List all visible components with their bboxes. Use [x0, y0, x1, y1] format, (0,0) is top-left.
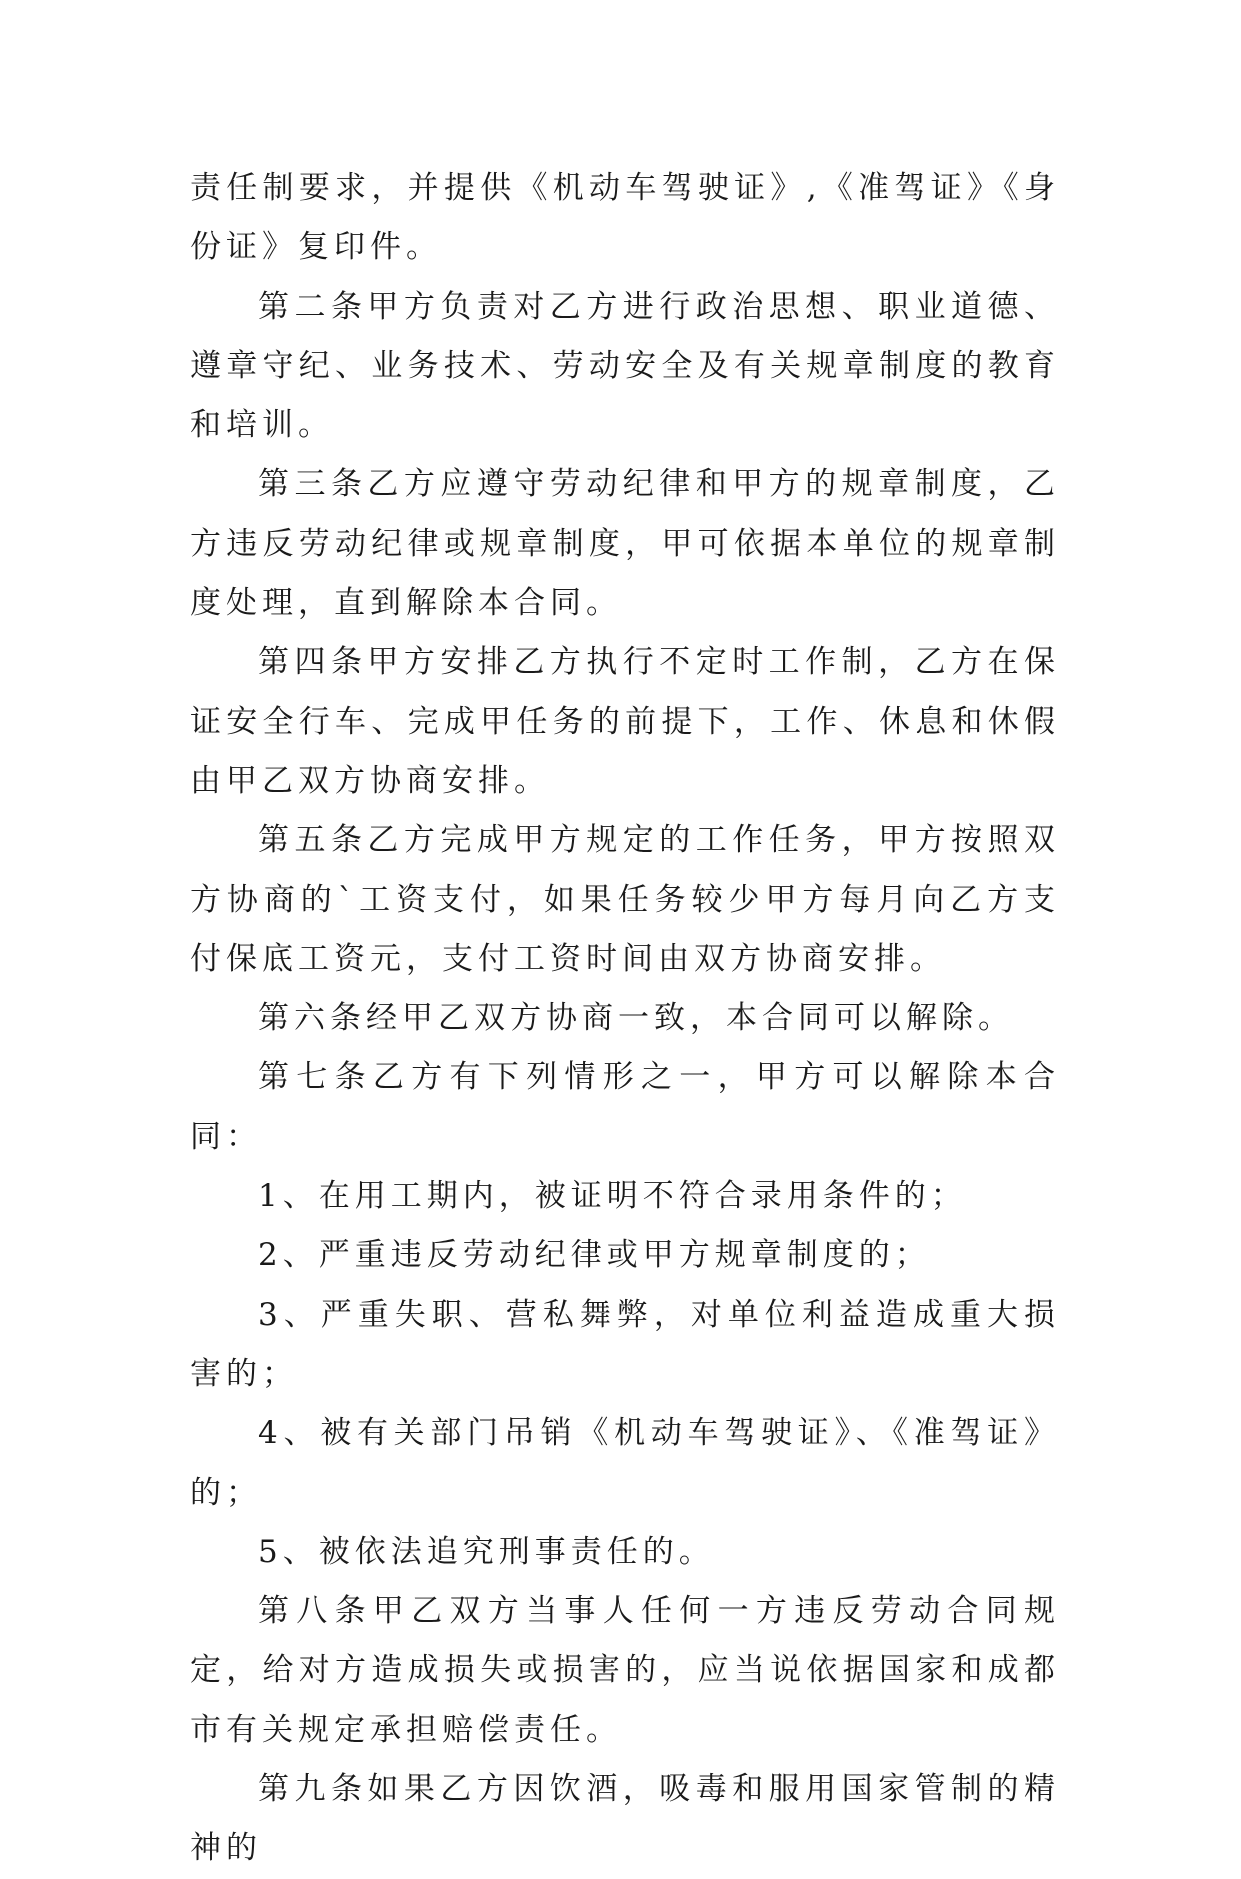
paragraph-article-7: 第七条乙方有下列情形之一，甲方可以解除本合同： — [190, 1059, 1060, 1155]
paragraph-article-2: 第二条甲方负责对乙方进行政治思想、职业道德、遵章守纪、业务技术、劳动安全及有关规章制度的教育和培训。 — [190, 288, 1060, 444]
paragraph-article-8: 第八条甲乙双方当事人任何一方违反劳动合同规定，给对方造成损失或损害的，应当说依据国家和成都市有关规定承担赔偿责任。 — [190, 1593, 1060, 1748]
list-item-2: 2、严重违反劳动纪律或甲方规章制度的； — [258, 1237, 931, 1274]
list-item-5: 5、被依法追究刑事责任的。 — [258, 1533, 715, 1570]
list-item-1: 1、在用工期内，被证明不符合录用条件的； — [258, 1178, 967, 1215]
paragraph-article-3: 第三条乙方应遵守劳动纪律和甲方的规章制度，乙方违反劳动纪律或规章制度，甲可依据本单位的规章制度处理，直到解除本合同。 — [190, 466, 1060, 622]
paragraph-1: 责任制要求，并提供《机动车驾驶证》,《准驾证》《身份证》复印件。 — [190, 170, 1060, 266]
document-body — [190, 159, 1060, 1879]
list-item-3: 3、严重失职、营私舞弊，对单位利益造成重大损害的； — [190, 1296, 1060, 1392]
paragraph-article-5: 第五条乙方完成甲方规定的工作任务，甲方按照双方协商的`工资支付，如果任务较少甲方每月向乙方支付保底工资元，支付工资时间由双方协商安排。 — [190, 822, 1060, 977]
paragraph-article-4: 第四条甲方安排乙方执行不定时工作制，乙方在保证安全行车、完成甲任务的前提下，工作、休息和休假由甲乙双方协商安排。 — [190, 644, 1060, 799]
paragraph-article-9: 第九条如果乙方因饮酒，吸毒和服用国家管制的精神的 — [190, 1771, 1060, 1867]
list-item-4: 4、被有关部门吊销《机动车驾驶证》、《准驾证》的； — [190, 1415, 1060, 1511]
paragraph-article-6: 第六条经甲乙双方协商一致，本合同可以解除。 — [258, 1000, 1014, 1037]
